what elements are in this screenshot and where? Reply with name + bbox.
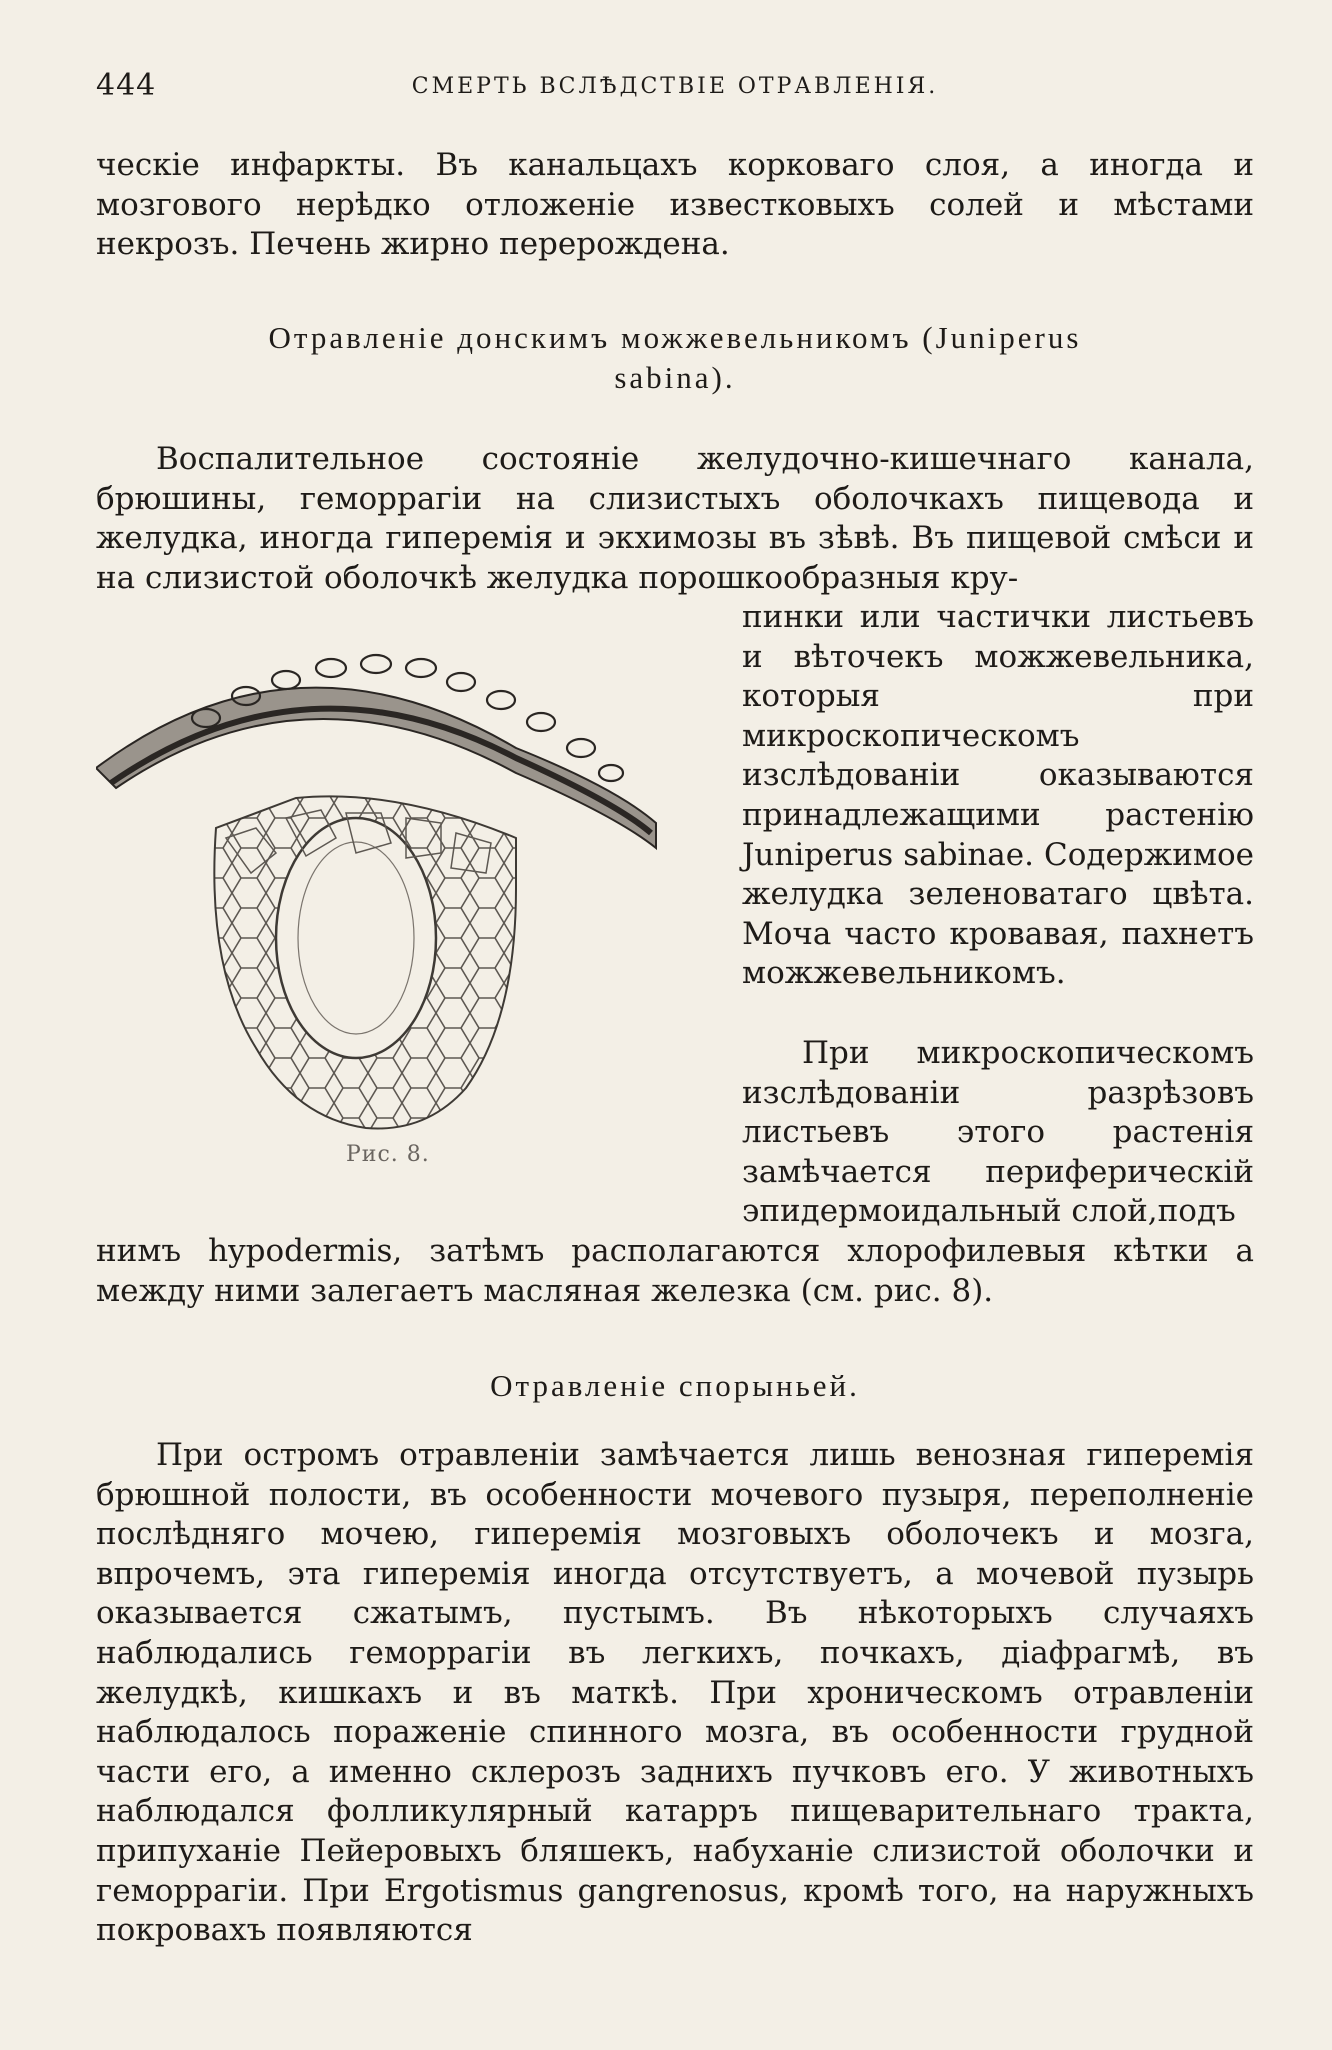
- juniperus-paragraph-tail: нимъ hypodermis, затѣмъ располагаются хлорофилевыя кѣтки а между ними залегаетъ масляная железка (см. рис. 8).: [96, 1233, 1254, 1309]
- section-heading-juniperus: Отравленіе донскимъ можжевельникомъ (Juniperus: [268, 320, 1082, 355]
- figure-caption: Рис. 8.: [346, 1142, 430, 1167]
- juniperus-paragraph-full: Воспалительное состояніе желудочно-кишечнаго канала, брюшины, геморрагіи на слизистыхъ оболочкахъ пищевода и желудка, иногда гиперемія и экхимозы въ зѣвѣ. Въ пищевой смѣси и на слизистой оболочкѣ желудка порошкообразныя кру-: [96, 441, 1254, 596]
- figure-leaf-section: [96, 638, 696, 1178]
- running-head: СМЕРТЬ ВСЛѢДСТВІЕ ОТРАВЛЕНІЯ.: [411, 74, 939, 99]
- ergot-paragraph: При остромъ отравленіи замѣчается лишь венозная гиперемія брюшной полости, въ особенности мочевого пузыря, переполненіе послѣдняго мочею, гиперемія мозговыхъ оболочекъ и мозга, впрочемъ, эта гиперемія иногда отсутствуетъ, а мочевой пузырь оказывается сжатымъ, пустымъ. Въ нѣкоторыхъ случаяхъ наблюдались геморрагіи въ легкихъ, почкахъ, діафрагмѣ, въ желудкѣ, кишкахъ и въ маткѣ. При хроническомъ отравленіи наблюдалось пораженіе спинного мозга, въ особенности грудной части его, а именно склерозъ заднихъ пучковъ его. У животныхъ наблюдался фолликулярный катарръ пищеварительнаго тракта, припуханіе Пейеровыхъ бляшекъ, набуханіе слизистой оболочки и геморрагіи. При Ergotismus gangrenosus, кромѣ того, на наружныхъ покровахъ появляются: [96, 1437, 1254, 1949]
- intro-paragraph: ческіе инфаркты. Въ канальцахъ корковаго слоя, а иногда и мозгового нерѣдко отложеніе известковыхъ солей и мѣстами некрозъ. Печень жирно перерождена.: [96, 147, 1254, 263]
- section-heading-juniperus-cont: sabina).: [614, 360, 736, 395]
- page-header: [96, 68, 1254, 108]
- juniperus-paragraph-wrap1: пинки или частички листьевъ и вѣточекъ можжевельника, которыя при микроскопическомъ изслѣдованіи оказываются принадлежащими растенію Juniperus sabinae. Содержимое желудка зеленоватаго цвѣта. Моча часто кровавая, пахнетъ можжевельникомъ.: [742, 599, 1254, 992]
- section-heading-ergot: Отравленіе спорыньей.: [490, 1368, 860, 1403]
- page-number: 444: [96, 68, 157, 103]
- leaf-cross-section-drawing: [96, 638, 696, 1178]
- juniperus-paragraph-wrap2: При микроскопическомъ изслѣдованіи разрѣзовъ листьевъ этого растенія замѣчается периферическій эпидермоидальный слой,подъ: [742, 1035, 1254, 1230]
- book-page: [96, 0, 1254, 2050]
